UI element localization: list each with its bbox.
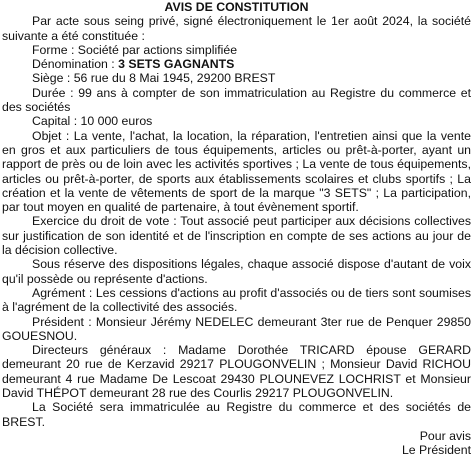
- notice-title: AVIS DE CONSTITUTION: [164, 0, 309, 14]
- president-paragraph: Président : Monsieur Jérémy NEDELEC demeurant 3ter rue de Penquer 29850 GOUESNOU.: [2, 314, 471, 343]
- capital-line: Capital : 10 000 euros: [32, 114, 153, 129]
- intro-paragraph: Par acte sous seing privé, signé électroniquement le 1er août 2024, la société suivante a été constituée :: [2, 14, 471, 43]
- denomination-line: [2, 57, 471, 71]
- objet-paragraph: Objet : La vente, l'achat, la location, la réparation, l'entretien ainsi que la vente en gros et aux particuliers de tous équipements, articles ou prêt-à-porter, ayant un rapport de près ou de loin avec les activités sportives ; La vente de tous équipements, articles ou prêt-à-porter, de sports aux établissements scolaires et clubs sportifs ; La création et la vente de vêtements de sport de la marque "3 SETS" ; La participation, par tout moyen en qualité de partenaire, à tout évènement sportif.: [2, 128, 471, 215]
- signature-pour-avis: Pour avis: [419, 428, 471, 443]
- agrement-paragraph: Agrément : Les cessions d'actions au profit d'associés ou de tiers sont soumises à l'agrément de la collectivité des associés.: [2, 285, 471, 315]
- duree-paragraph: Durée : 99 ans à compter de son immatriculation au Registre du commerce et des sociétés: [2, 85, 471, 115]
- forme-line: Forme : Société par actions simplifiée: [32, 42, 238, 57]
- directeurs-paragraph: Directeurs généraux : Madame Dorothée TRICARD épouse GERARD demeurant 20 rue de Kerzavid 29217 PLOUGONVELIN ; Monsieur David RICHOU demeurant 4 rue Madame De Lescoat 29430 PLOUNEVEZ LOCHRIST et Monsieur David THÉPOT demeurant 28 rue des Courlis 29217 PLOUGONVELIN.: [2, 343, 471, 401]
- signature-president: Le Président: [401, 443, 471, 458]
- immatriculation-paragraph: La Société sera immatriculée au Registre du commerce et des sociétés de BREST.: [2, 400, 471, 429]
- siege-line: Siège : 56 rue du 8 Mai 1945, 29200 BREST: [32, 71, 276, 86]
- denomination-value: 3 SETS GAGNANTS: [118, 57, 235, 72]
- voix-paragraph: Sous réserve des dispositions légales, chaque associé dispose d'autant de voix qu'il possède ou représente d'actions.: [2, 257, 471, 286]
- exercice-vote-paragraph: Exercice du droit de vote : Tout associé peut participer aux décisions collectives sur justification de son identité et de l'inscription en compte de ses actions au jour de la décision collective.: [2, 214, 471, 258]
- denomination-label: Dénomination :: [32, 57, 119, 72]
